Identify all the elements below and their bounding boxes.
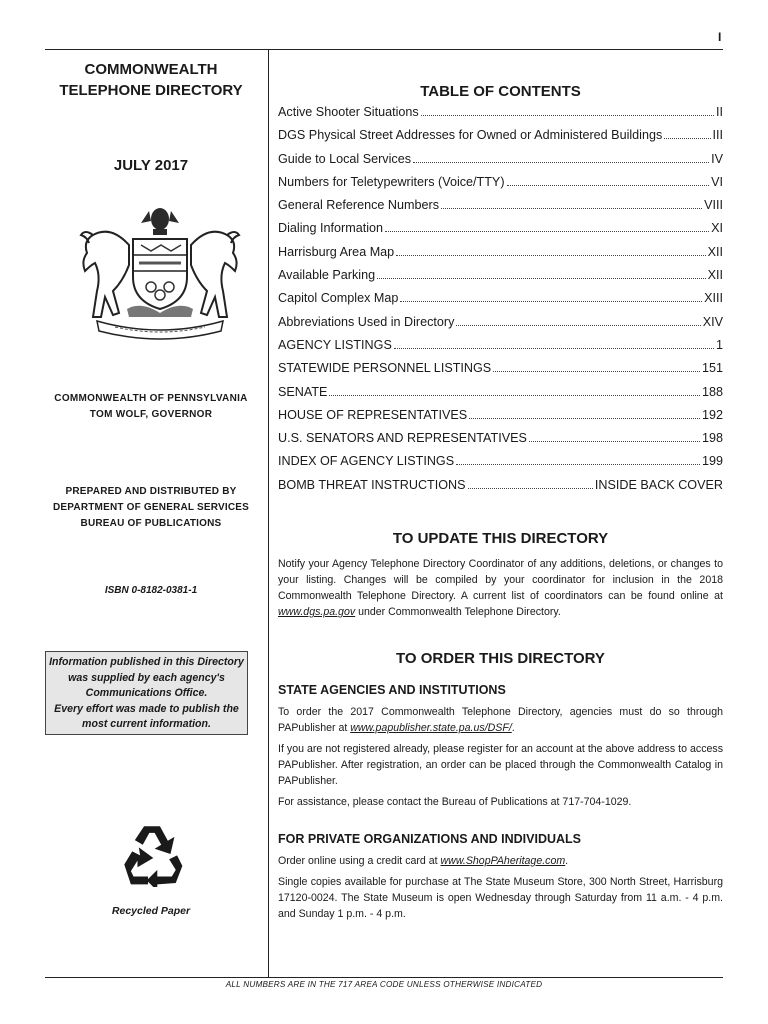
state-p1-text: To order the 2017 Commonwealth Telephone Directory, agencies must do so through PAPublisher at [278, 706, 723, 734]
toc-entry-title: AGENCY LISTINGS [278, 337, 392, 352]
toc-dot-leader [396, 255, 705, 256]
toc-entry[interactable] [278, 315, 723, 338]
top-rule [45, 49, 723, 50]
private-p2: Single copies available for purchase at The State Museum Store, 300 North Street, Harrisburg 17120-0024. The State Museum is open Wednesday through Saturday from 11 a.m. - 4 p.m. and Sunday 1 p.m. - 4 p.m. [278, 876, 723, 920]
gov-line-commonwealth: COMMONWEALTH OF PENNSYLVANIA [54, 393, 248, 404]
papublisher-link[interactable]: www.papublisher.state.pa.us/DSF/ [350, 722, 512, 734]
info-line-5: most current information. [82, 718, 211, 730]
order-heading: TO ORDER THIS DIRECTORY [396, 650, 605, 667]
toc-dot-leader [529, 441, 700, 442]
toc-entry-title: DGS Physical Street Addresses for Owned or Administered Buildings [278, 128, 663, 143]
toc-entry[interactable] [278, 361, 723, 384]
toc-entry[interactable] [278, 478, 723, 501]
toc-entry[interactable] [278, 431, 723, 454]
toc-entry-page: II [716, 105, 723, 119]
toc-entry-title: Abbreviations Used in Directory [278, 314, 455, 329]
toc-entry-title: Capitol Complex Map [278, 291, 399, 306]
toc-dot-leader [456, 464, 700, 465]
toc-entry-title: Dialing Information [278, 221, 383, 236]
toc-entry-page: INSIDE BACK COVER [594, 477, 723, 492]
column-divider [268, 49, 269, 977]
toc-entry-page: 199 [701, 454, 723, 469]
toc-dot-leader [394, 348, 714, 349]
toc-entry-page: 188 [701, 384, 723, 399]
state-p1-end: . [511, 722, 515, 734]
toc-entry[interactable] [278, 175, 723, 198]
toc-entry[interactable] [278, 291, 723, 314]
toc-entry-page: IV [711, 151, 723, 166]
toc-entry-page: 1 [715, 337, 723, 352]
information-notice-box [45, 651, 248, 735]
private-p1-text: Order online using a credit card at [278, 855, 441, 867]
toc-entry[interactable] [278, 454, 723, 477]
recycle-icon [119, 821, 185, 887]
state-p2: If you are not registered already, please register for an account at the above address to access PAPublisher. After registration, an order can be placed through the Commonwealth Catalog in PAPublisher. [278, 743, 723, 787]
private-p1-end: . [565, 855, 569, 867]
private-orgs-text [278, 853, 723, 927]
toc-entry[interactable] [278, 128, 723, 151]
directory-title [45, 59, 257, 101]
toc-entry[interactable] [278, 385, 723, 408]
toc-heading: TABLE OF CONTENTS [420, 83, 581, 100]
info-line-1: Information published in this Directory [49, 656, 244, 668]
toc-dot-leader [385, 231, 709, 232]
toc-entry-page: XIV [702, 314, 723, 329]
toc-dot-leader [664, 138, 710, 139]
prep-line-2: DEPARTMENT OF GENERAL SERVICES [52, 502, 250, 513]
toc-entry[interactable] [278, 245, 723, 268]
toc-dot-leader [468, 488, 593, 489]
info-line-4: Every effort was made to publish the [54, 702, 239, 715]
gov-line-governor: TOM WOLF, GOVERNOR [89, 409, 213, 420]
pennsylvania-coat-of-arms-icon [71, 205, 249, 341]
bottom-rule [45, 977, 723, 978]
toc-entry-title: General Reference Numbers [278, 198, 439, 213]
toc-entry-title: BOMB THREAT INSTRUCTIONS [278, 477, 466, 492]
toc-dot-leader [507, 185, 710, 186]
toc-entry-page: III [712, 128, 723, 143]
toc-dot-leader [377, 278, 706, 279]
toc-entry-title: Numbers for Teletypewriters (Voice/TTY) [278, 174, 505, 189]
toc-entry-page: 151 [701, 361, 723, 376]
directory-title-line1: COMMONWEALTH [84, 61, 218, 78]
toc-entry[interactable] [278, 338, 723, 361]
prep-line-1: PREPARED AND DISTRIBUTED BY [65, 486, 237, 497]
toc-dot-leader [329, 395, 700, 396]
toc-entry-page: 192 [701, 407, 723, 422]
toc-dot-leader [456, 325, 700, 326]
toc-entry[interactable] [278, 221, 723, 244]
toc-entry-page: 198 [701, 431, 723, 446]
toc-entry-title: HOUSE OF REPRESENTATIVES [278, 407, 468, 422]
info-line-3: Communications Office. [85, 687, 208, 699]
toc-entry-page: XI [711, 221, 723, 236]
state-agencies-text [278, 704, 723, 815]
toc-dot-leader [421, 115, 714, 116]
footer-note: ALL NUMBERS ARE IN THE 717 AREA CODE UNLESS OTHERWISE INDICATED [225, 980, 543, 989]
toc-entry[interactable] [278, 268, 723, 291]
toc-dot-leader [441, 208, 702, 209]
update-heading: TO UPDATE THIS DIRECTORY [392, 530, 609, 547]
toc-dot-leader [469, 418, 700, 419]
toc-entry-title: U.S. SENATORS AND REPRESENTATIVES [278, 431, 527, 446]
state-agencies-heading: STATE AGENCIES AND INSTITUTIONS [278, 683, 506, 697]
private-orgs-heading: FOR PRIVATE ORGANIZATIONS AND INDIVIDUALS [278, 832, 582, 846]
toc-entry-title: SENATE [278, 384, 328, 399]
toc-dot-leader [493, 371, 700, 372]
toc-entry[interactable] [278, 408, 723, 431]
isbn: ISBN 0-8182-0381-1 [104, 585, 198, 596]
toc-entry-page: VIII [704, 198, 723, 213]
toc-entry[interactable] [278, 152, 723, 175]
update-text: Notify your Agency Telephone Directory Coordinator of any additions, deletions, or changes to your listing. Changes will be compiled by your coordinator for inclusion in the 2018 Commonwealth Telephone Directory. A current list of coordinators can be found online at [278, 558, 723, 602]
state-p3: For assistance, please contact the Bureau of Publications at 717-704-1029. [278, 796, 632, 808]
toc-entry-page: XII [707, 268, 723, 283]
update-text-end: under Commonwealth Telephone Directory. [355, 606, 561, 618]
update-paragraph [278, 556, 723, 625]
toc-entry-page: VI [711, 174, 723, 189]
page-number: I [718, 30, 722, 44]
toc-entry-title: Harrisburg Area Map [278, 244, 395, 259]
toc-entry[interactable] [278, 198, 723, 221]
toc-entry-title: Guide to Local Services [278, 151, 412, 166]
recycled-paper-label: Recycled Paper [111, 905, 191, 917]
toc-entry-title: INDEX OF AGENCY LISTINGS [278, 454, 455, 469]
toc-entry-title: STATEWIDE PERSONNEL LISTINGS [278, 361, 492, 376]
toc-dot-leader [413, 162, 709, 163]
toc-entry-title: Active Shooter Situations [278, 105, 419, 119]
toc-list [278, 105, 723, 501]
shoppaheritage-link[interactable]: www.ShopPAheritage.com [440, 855, 566, 867]
directory-date: JULY 2017 [113, 157, 189, 174]
toc-dot-leader [400, 301, 702, 302]
toc-entry[interactable] [278, 105, 723, 128]
dgs-website-link[interactable]: www.dgs.pa.gov [278, 606, 356, 618]
directory-title-line2: TELEPHONE DIRECTORY [59, 82, 243, 99]
toc-entry-page: XII [707, 244, 723, 259]
info-line-2: was supplied by each agency's [68, 671, 225, 684]
toc-entry-page: XIII [704, 291, 723, 306]
prep-line-3: BUREAU OF PUBLICATIONS [80, 518, 222, 529]
toc-entry-title: Available Parking [278, 268, 376, 283]
governor-block [45, 391, 257, 423]
prepared-by-block [45, 484, 257, 532]
